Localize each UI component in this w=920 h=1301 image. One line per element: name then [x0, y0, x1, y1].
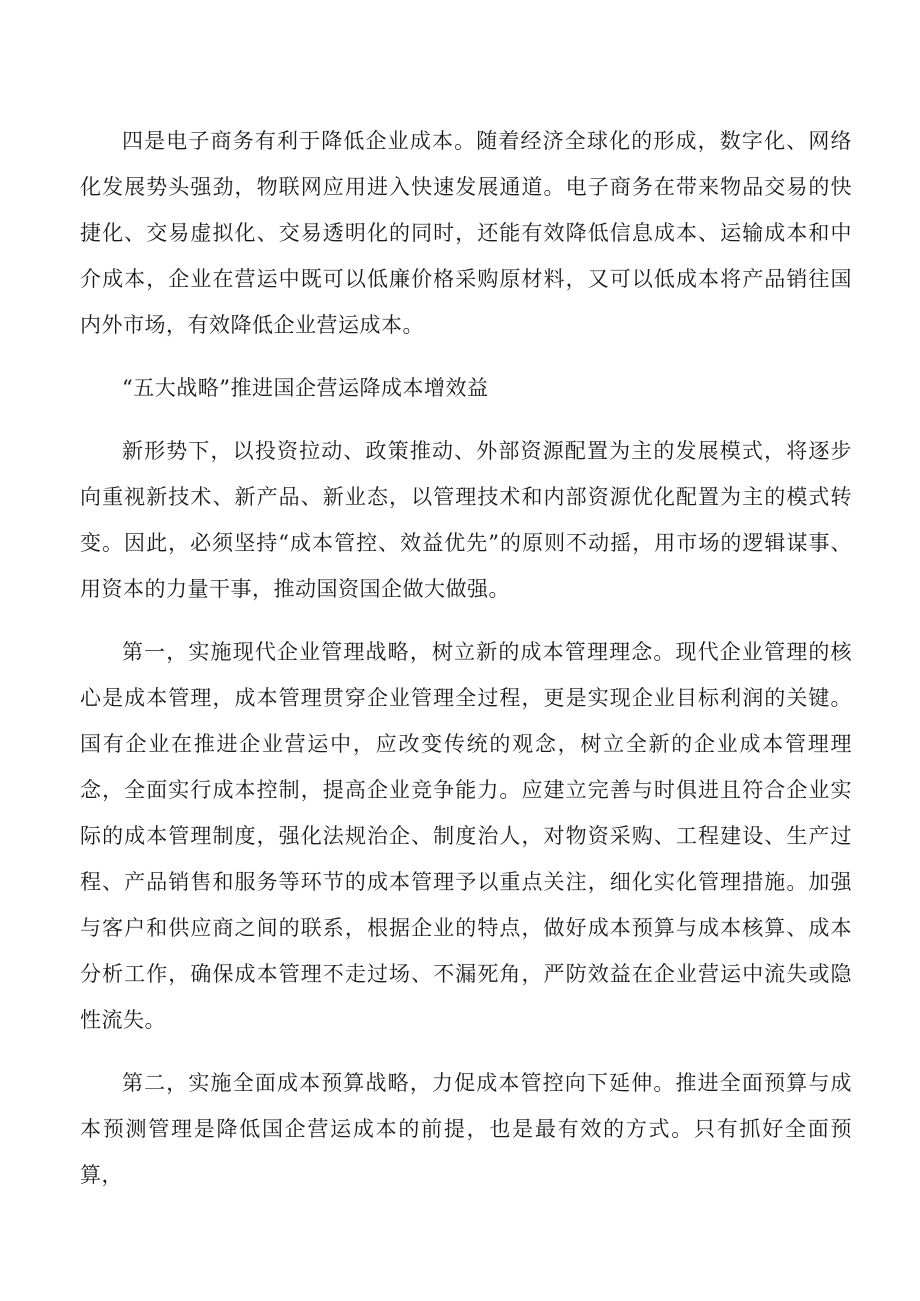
- paragraph-new-situation: 新形势下，以投资拉动、政策推动、外部资源配置为主的发展模式，将逐步向重视新技术、新产品、新业态，以管理技术和内部资源优化配置为主的模式转变。因此，必须坚持“成本管控、效益优先”的原则不动摇，用市场的逻辑谋事、用资本的力量干事，推动国资国企做大做强。: [80, 439, 852, 601]
- document-page: [80, 118, 852, 1215]
- paragraph-second-strategy: 第二，实施全面成本预算战略，力促成本管控向下延伸。推进全面预算与成本预测管理是降低国企营运成本的前提，也是最有效的方式。只有抓好全面预算，: [80, 1071, 852, 1187]
- paragraph-e-commerce-cost: 四是电子商务有利于降低企业成本。随着经济全球化的形成，数字化、网络化发展势头强劲，物联网应用进入快速发展通道。电子商务在带来物品交易的快捷化、交易虚拟化、交易透明化的同时，还能有效降低信息成本、运输成本和中介成本，企业在营运中既可以低廉价格采购原材料，又可以低成本将产品销往国内外市场，有效降低企业营运成本。: [80, 129, 852, 337]
- paragraph-first-strategy: 第一，实施现代企业管理战略，树立新的成本管理理念。现代企业管理的核心是成本管理，成本管理贯穿企业管理全过程，更是实现企业目标利润的关键。国有企业在推进企业营运中，应改变传统的观念，树立全新的企业成本管理理念，全面实行成本控制，提高企业竞争能力。应建立完善与时俱进且符合企业实际的成本管理制度，强化法规治企、制度治人，对物资采购、工程建设、生产过程、产品销售和服务等环节的成本管理予以重点关注，细化实化管理措施。加强与客户和供应商之间的联系，根据企业的特点，做好成本预算与成本核算、成本分析工作，确保成本管理不走过场、不漏死角，严防效益在企业营运中流失或隐性流失。: [80, 640, 852, 1032]
- section-heading-five-strategies: “五大战略”推进国企营运降成本增效益: [122, 376, 489, 400]
